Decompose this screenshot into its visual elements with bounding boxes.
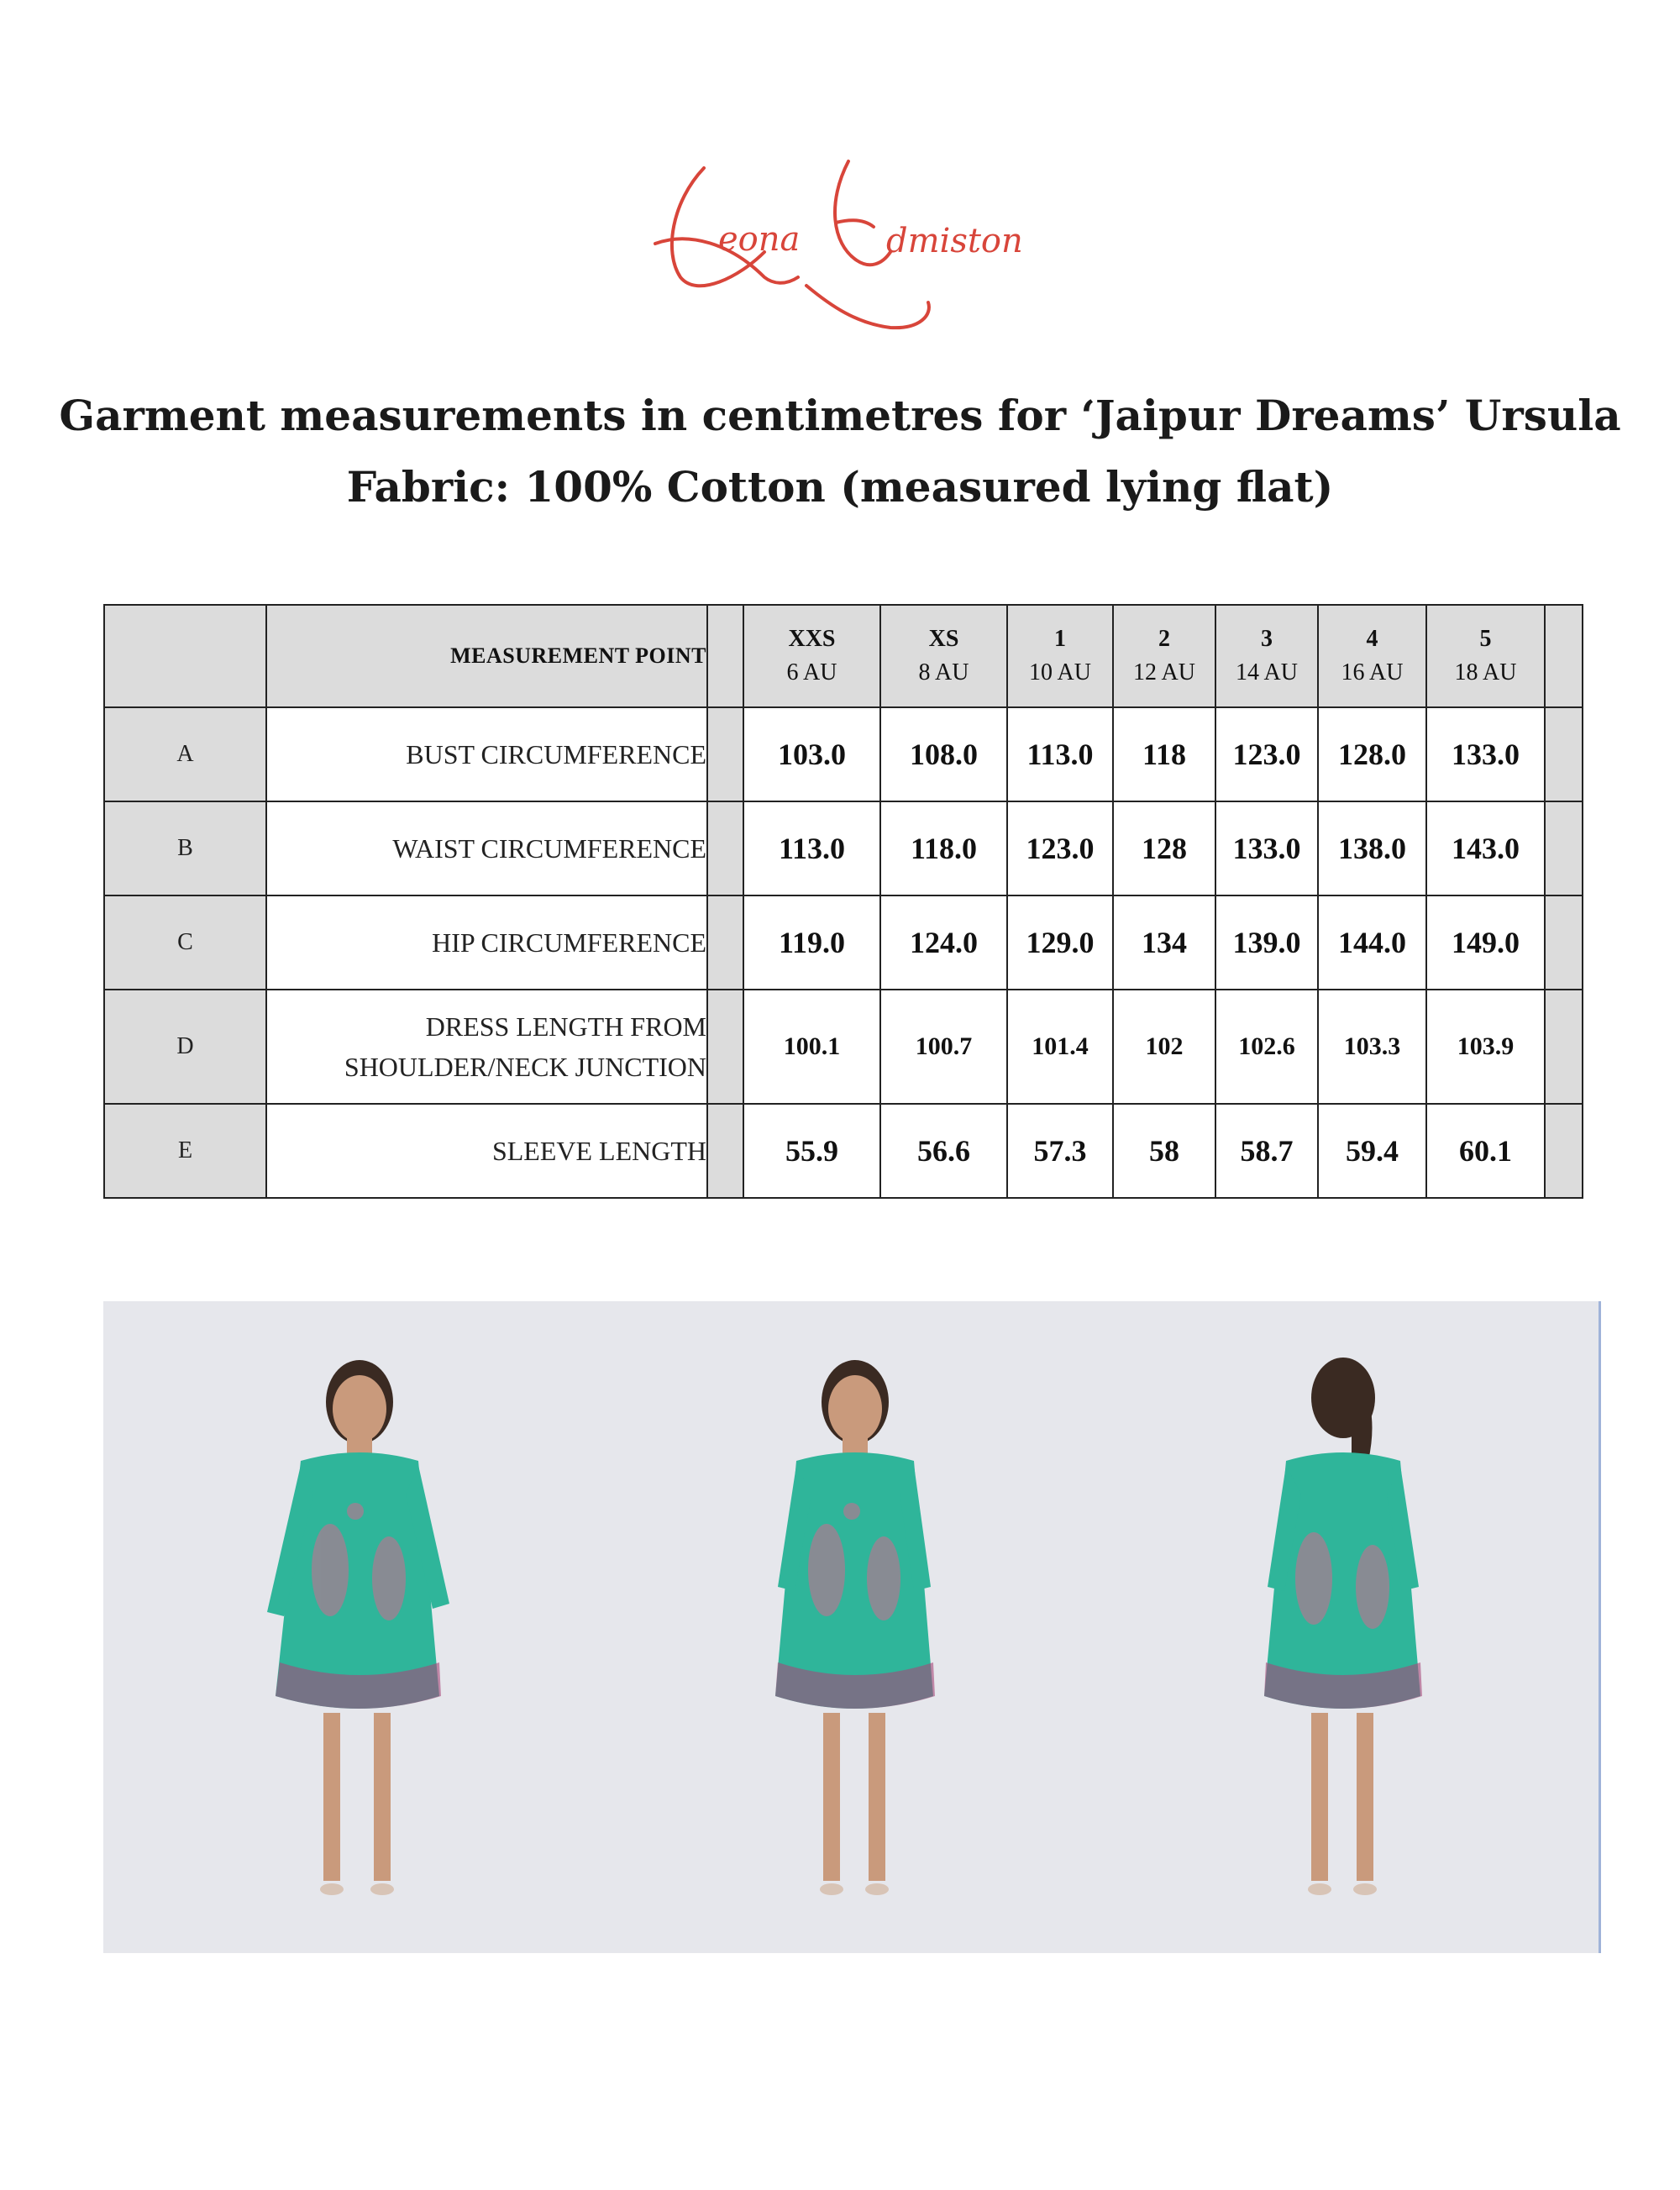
value-cell: 133.0 — [1426, 707, 1545, 801]
size-header: 1 10 AU — [1007, 605, 1113, 707]
row-label: DRESS LENGTH FROM SHOULDER/NECK JUNCTION — [266, 990, 707, 1104]
value-cell: 55.9 — [743, 1104, 880, 1198]
page-subtitle: Fabric: 100% Cotton (measured lying flat) — [346, 462, 1334, 512]
value-cell: 57.3 — [1007, 1104, 1113, 1198]
value-cell: 108.0 — [880, 707, 1007, 801]
row-end-spacer — [1545, 801, 1583, 895]
value-cell: 144.0 — [1318, 895, 1426, 990]
row-end-spacer — [1545, 895, 1583, 990]
row-end-spacer — [1545, 1104, 1583, 1198]
size-header: 2 12 AU — [1113, 605, 1215, 707]
row-label: SLEEVE LENGTH — [266, 1104, 707, 1198]
value-cell: 100.1 — [743, 990, 880, 1104]
value-cell: 60.1 — [1426, 1104, 1545, 1198]
row-end-spacer — [1545, 990, 1583, 1104]
row-label: WAIST CIRCUMFERENCE — [266, 801, 707, 895]
svg-text:eona: eona — [718, 220, 801, 259]
table-row — [104, 1104, 1583, 1198]
row-letter: A — [104, 707, 266, 801]
value-cell: 101.4 — [1007, 990, 1113, 1104]
measurement-point-header: MEASUREMENT POINT — [266, 605, 707, 707]
value-cell: 100.7 — [880, 990, 1007, 1104]
model-photo-front-smiling — [103, 1301, 601, 1953]
value-cell: 133.0 — [1215, 801, 1318, 895]
value-cell: 124.0 — [880, 895, 1007, 990]
svg-text:dmiston: dmiston — [886, 222, 1023, 260]
value-cell: 118 — [1113, 707, 1215, 801]
value-cell: 58 — [1113, 1104, 1215, 1198]
table-row — [104, 990, 1583, 1104]
page-title: Garment measurements in centimetres for ‘Jaipur Dreams’ Ursula — [59, 391, 1621, 440]
row-letter: B — [104, 801, 266, 895]
header-blank-cell — [104, 605, 266, 707]
row-spacer — [707, 1104, 743, 1198]
value-cell: 128 — [1113, 801, 1215, 895]
row-label: BUST CIRCUMFERENCE — [266, 707, 707, 801]
value-cell: 56.6 — [880, 1104, 1007, 1198]
row-letter: C — [104, 895, 266, 990]
size-header: XXS 6 AU — [743, 605, 880, 707]
header-spacer — [707, 605, 743, 707]
size-header: 3 14 AU — [1215, 605, 1318, 707]
table-row — [104, 801, 1583, 895]
model-photo-front — [601, 1301, 1100, 1953]
row-spacer — [707, 895, 743, 990]
value-cell: 102 — [1113, 990, 1215, 1104]
row-spacer — [707, 801, 743, 895]
row-label: HIP CIRCUMFERENCE — [266, 895, 707, 990]
value-cell: 139.0 — [1215, 895, 1318, 990]
table-row — [104, 895, 1583, 990]
value-cell: 103.3 — [1318, 990, 1426, 1104]
size-header: 4 16 AU — [1318, 605, 1426, 707]
value-cell: 128.0 — [1318, 707, 1426, 801]
header-end-spacer — [1545, 605, 1583, 707]
row-spacer — [707, 707, 743, 801]
size-header: XS 8 AU — [880, 605, 1007, 707]
row-letter: E — [104, 1104, 266, 1198]
value-cell: 129.0 — [1007, 895, 1113, 990]
value-cell: 59.4 — [1318, 1104, 1426, 1198]
value-cell: 102.6 — [1215, 990, 1318, 1104]
table-header-row — [104, 605, 1583, 707]
product-photos — [103, 1301, 1601, 1953]
value-cell: 134 — [1113, 895, 1215, 990]
value-cell: 143.0 — [1426, 801, 1545, 895]
value-cell: 58.7 — [1215, 1104, 1318, 1198]
size-chart-table — [103, 604, 1583, 1199]
table-row — [104, 707, 1583, 801]
model-photo-back — [1100, 1301, 1598, 1953]
row-letter: D — [104, 990, 266, 1104]
size-header: 5 18 AU — [1426, 605, 1545, 707]
row-end-spacer — [1545, 707, 1583, 801]
value-cell: 103.0 — [743, 707, 880, 801]
value-cell: 113.0 — [743, 801, 880, 895]
value-cell: 119.0 — [743, 895, 880, 990]
brand-logo — [638, 151, 1042, 353]
value-cell: 103.9 — [1426, 990, 1545, 1104]
row-spacer — [707, 990, 743, 1104]
value-cell: 123.0 — [1007, 801, 1113, 895]
value-cell: 118.0 — [880, 801, 1007, 895]
value-cell: 138.0 — [1318, 801, 1426, 895]
value-cell: 113.0 — [1007, 707, 1113, 801]
value-cell: 123.0 — [1215, 707, 1318, 801]
value-cell: 149.0 — [1426, 895, 1545, 990]
